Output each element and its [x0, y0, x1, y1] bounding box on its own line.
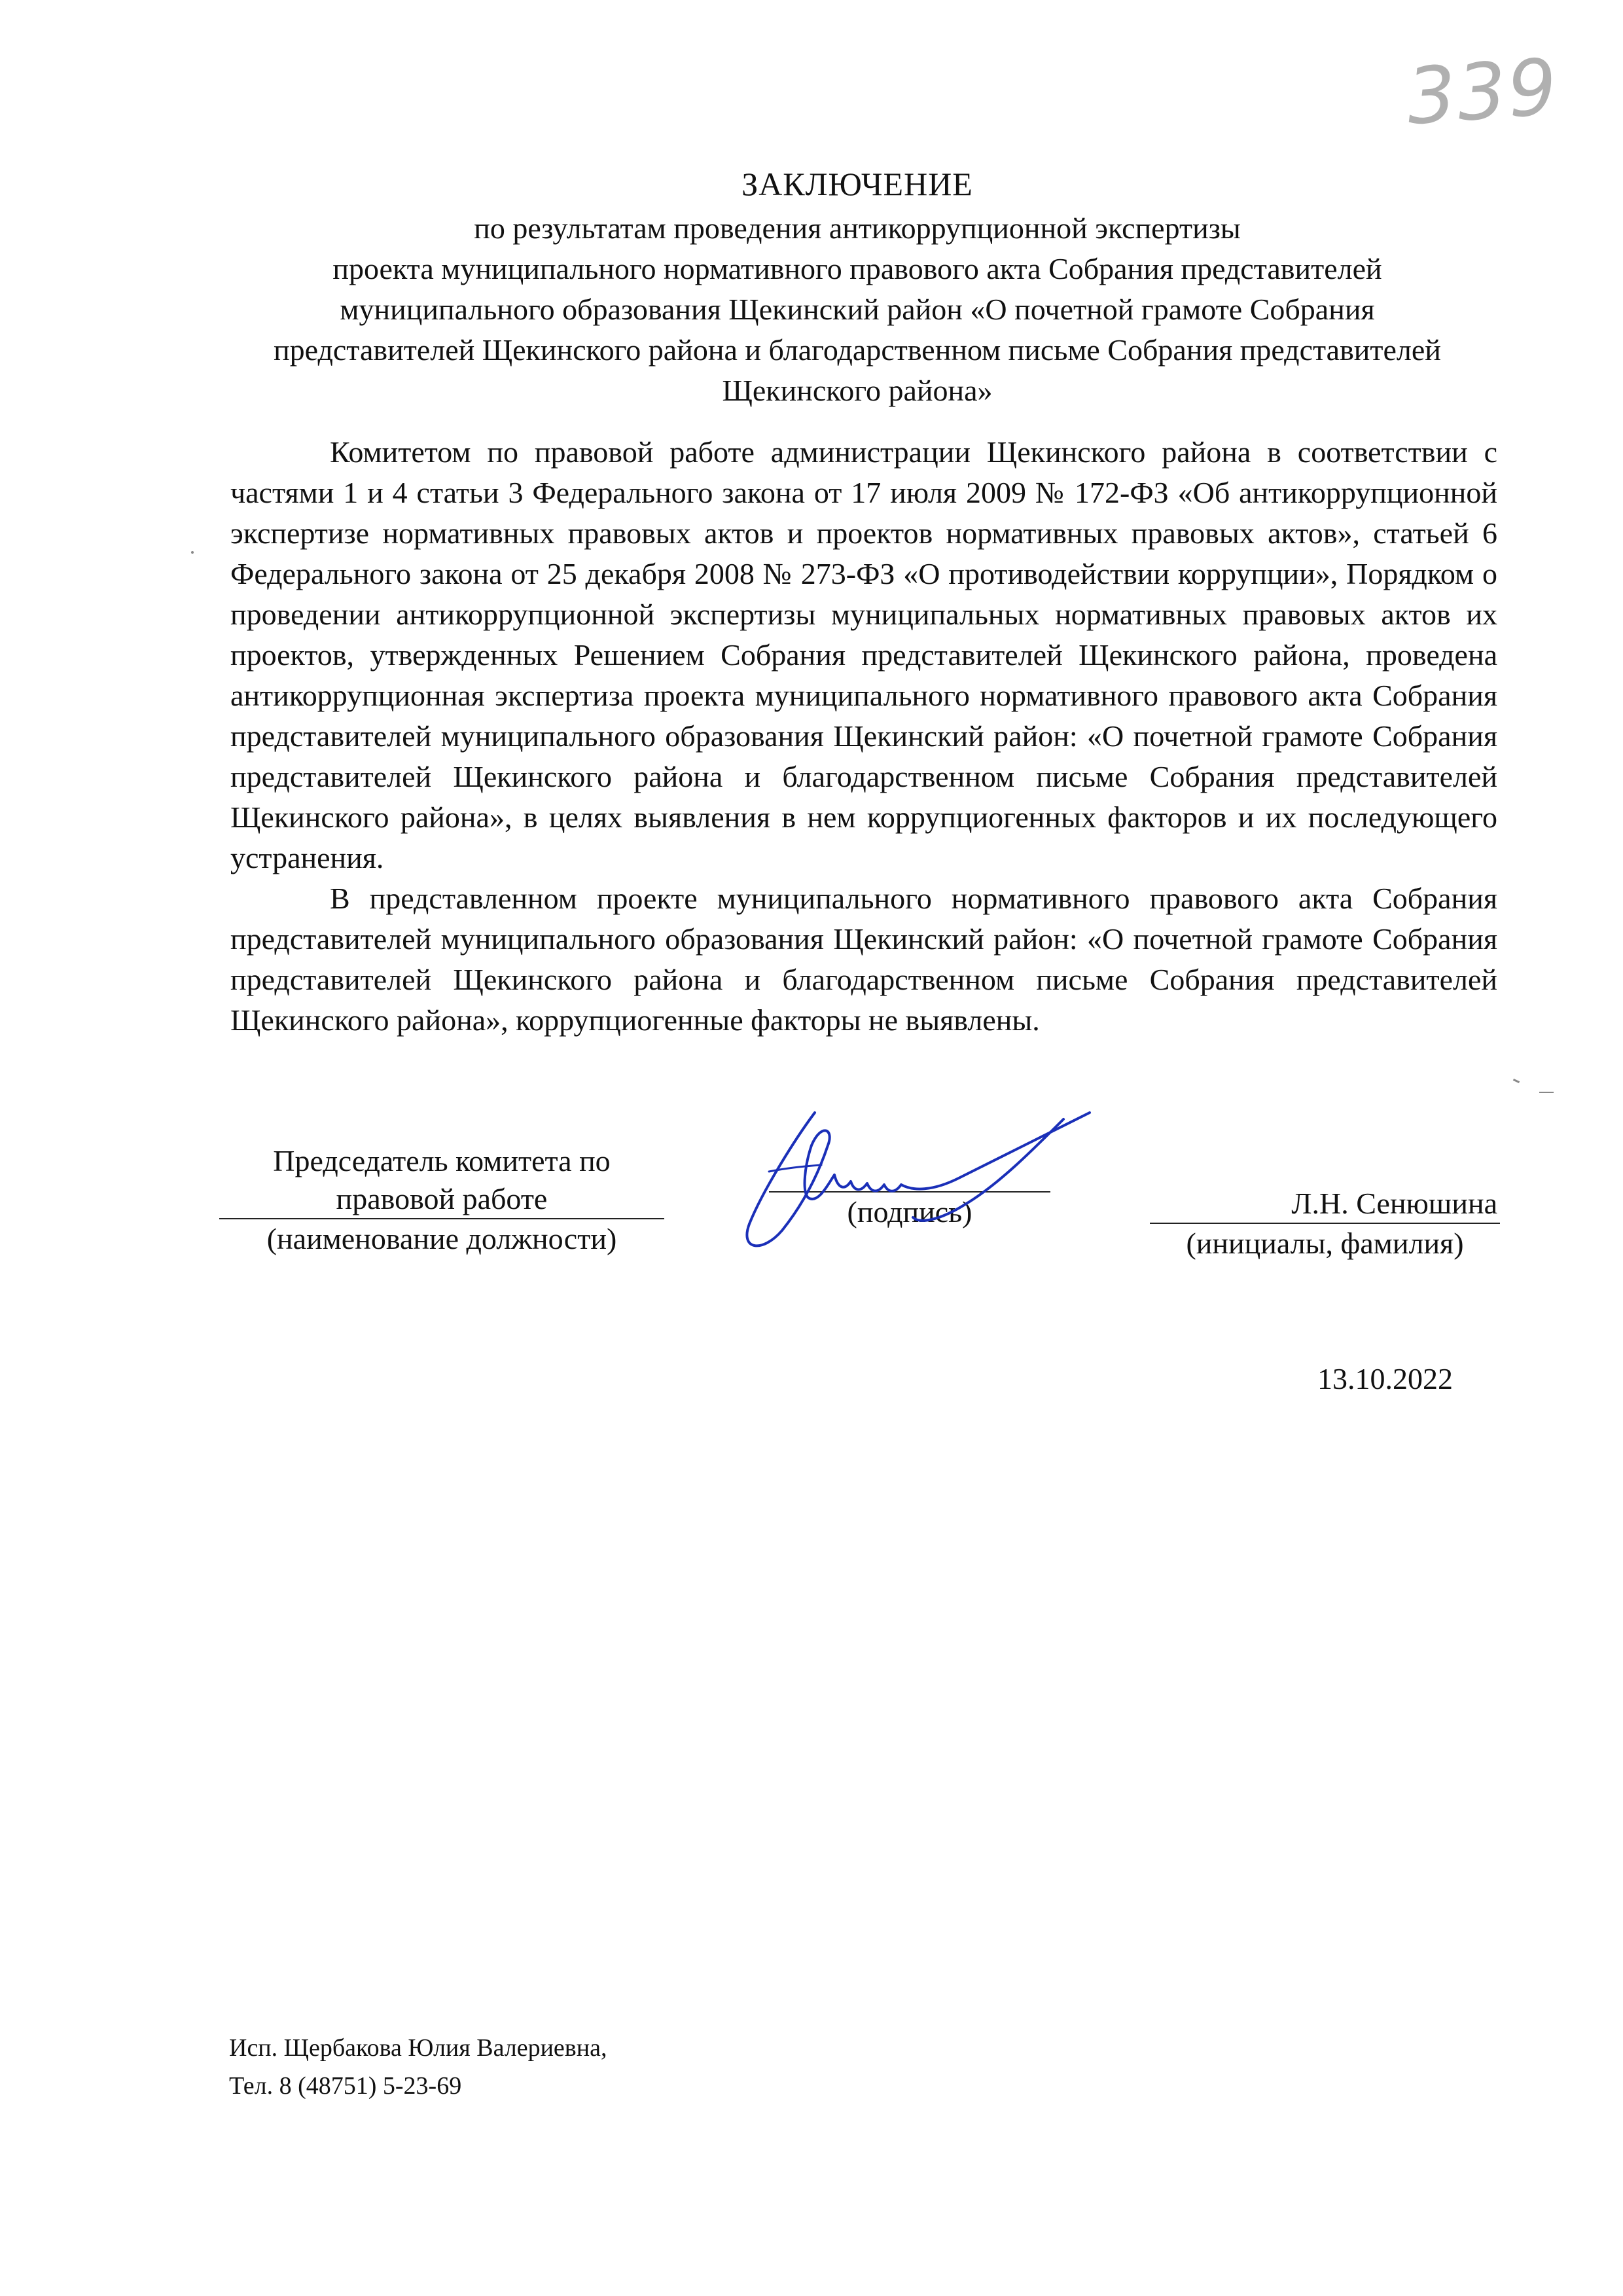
archive-page-number: 339 [1404, 41, 1561, 142]
signature-caption: (подпись) [847, 1195, 972, 1229]
executor-name: Исп. Щербакова Юлия Валериевна, [229, 2034, 607, 2062]
signatory-name [1150, 1185, 1500, 1263]
position-line: правовой работе [336, 1182, 548, 1215]
body-paragraph: Комитетом по правовой работе администрации Щекинского района в соответствии с частями 1 и 4 статьи 3 Федерального закона от 17 июля 2009 № 172-ФЗ «Об антикоррупционной экспертизе нормативных правовых актов и проектов нормативных правовых актов», статьей 6 Федерального закона от 25 декабря 2008 № 273-ФЗ «О противодействии коррупции», Порядком о проведении антикоррупционной экспертизы муниципальных нормативных правовых актов их проектов, утвержденных Решением Собрания представителей Щекинского района, проведена антикоррупционная экспертиза проекта муниципального нормативного правового акта Собрания представителей муниципального образования Щекинский район: «О почетной грамоте Собрания представителей Щекинского района и благодарственном письме Собрания представителей Щекинского района», в целях выявления в нем коррупциогенных факторов и их последующего устранения. [230, 435, 1497, 874]
subtitle-line: муниципального образования Щекинский район «О почетной грамоте Собрания [340, 293, 1375, 326]
signatory-position [219, 1142, 664, 1259]
document-date: 13.10.2022 [1317, 1362, 1453, 1395]
position-caption: (наименование должности) [266, 1222, 617, 1255]
name-value: Л.Н. Сенюшина [1291, 1187, 1497, 1220]
subtitle-line: представителей Щекинского района и благодарственном письме Собрания представителей [274, 333, 1441, 367]
scan-speck [191, 551, 194, 554]
subtitle-line: по результатам проведения антикоррупционной экспертизы [474, 211, 1241, 245]
body-paragraph: В представленном проекте муниципального нормативного правового акта Собрания представителей муниципального образования Щекинский район: «О почетной грамоте Собрания представителей Щекинского района и благодарственном письме Собрания представителей Щекинского района», коррупциогенные факторы не выявлены. [230, 882, 1497, 1037]
document-title: ЗАКЛЮЧЕНИЕ [741, 166, 973, 202]
document-subtitle [216, 208, 1499, 411]
scan-speck [1539, 1092, 1554, 1093]
subtitle-line: проекта муниципального нормативного правового акта Собрания представителей [332, 252, 1382, 285]
document-header [216, 164, 1499, 411]
executor-info [229, 2029, 607, 2105]
signature-stroke [747, 1113, 1090, 1246]
signature-stroke [913, 1119, 1063, 1221]
scan-speck [1513, 1079, 1520, 1083]
name-caption: (инициалы, фамилия) [1186, 1227, 1464, 1260]
executor-phone: Тел. 8 (48751) 5-23-69 [229, 2072, 462, 2100]
handwritten-signature [723, 1093, 1129, 1270]
subtitle-line: Щекинского района» [722, 374, 993, 407]
document-body [230, 432, 1497, 1041]
position-line: Председатель комитета по [273, 1144, 611, 1177]
